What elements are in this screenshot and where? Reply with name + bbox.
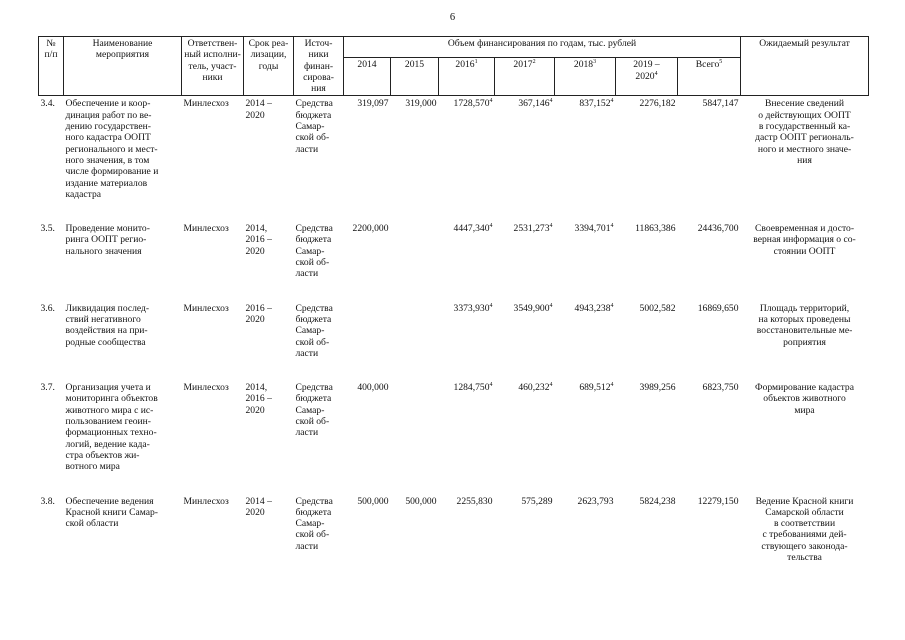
row-total: 24436,700	[697, 223, 739, 235]
header-term: Срок реа- лизации, годы	[244, 37, 294, 96]
row-value-2016: 1284,750$^4$	[453, 381, 493, 394]
table-row	[39, 378, 869, 491]
row-responsible: Минлесхоз	[183, 302, 229, 314]
row-value-2016: 4447,340$^4$	[453, 222, 493, 235]
header-funding-group: Объем финансирования по годам, тыс. рублей	[344, 37, 741, 58]
table-row	[39, 492, 869, 583]
header-year-2015: 2015	[391, 58, 439, 96]
table-row	[39, 299, 869, 378]
row-value-2018: 837,152$^4$	[579, 98, 614, 110]
row-value-2016: 2255,830	[456, 495, 493, 507]
row-num: 3.5.	[40, 223, 55, 235]
row-source: Средства бюджета Самар- ской об- ласти	[295, 302, 333, 359]
row-value-2014	[344, 299, 391, 378]
row-value-2017: 367,146$^4$	[518, 98, 553, 110]
row-value-2015: 500,000	[405, 495, 437, 507]
header-year-2016: 2016$^1$	[439, 58, 495, 96]
row-responsible: Минлесхоз	[183, 382, 229, 394]
row-value-2018: 2623,793	[577, 495, 614, 507]
row-value-2019-2020: 3989,256	[639, 382, 676, 394]
row-result: Формирование кадастра объектов животного мира	[755, 382, 854, 416]
header-result: Ожидаемый результат	[741, 37, 869, 96]
row-source: Средства бюджета Самар- ской об- ласти	[295, 382, 333, 439]
header-year-2014: 2014	[344, 58, 391, 96]
header-source: Источ- ники финан- сирова- ния	[294, 37, 344, 96]
row-value-2018: 3394,701$^4$	[574, 222, 614, 235]
row-num: 3.7.	[40, 382, 55, 394]
row-result: Ведение Красной книги Самарской области в соответствии с требованиями дей- ствующего законода- тельства	[755, 495, 854, 563]
row-total: 16869,650	[697, 302, 739, 314]
row-value-2018: 689,512$^4$	[579, 381, 614, 394]
row-term: 2014, 2016 – 2020	[245, 382, 272, 416]
row-value-2019-2020: 11863,386	[635, 223, 676, 235]
row-num: 3.4.	[40, 98, 55, 110]
row-value-2015	[391, 219, 439, 298]
row-value-2019-2020: 5824,238	[639, 495, 676, 507]
row-name: Ликвидация послед- ствий негативного воздействия на при- родные сообщества	[65, 302, 150, 348]
header-responsible: Ответствен- ный исполни- тель, участ- ники	[182, 37, 244, 96]
row-value-2014: 500,000	[357, 495, 389, 507]
row-source: Средства бюджета Самар- ской об- ласти	[295, 495, 333, 552]
row-term: 2014 – 2020	[245, 495, 272, 518]
header-year-2019-2020: 2019 – 2020$^4$	[616, 58, 678, 96]
row-source: Средства бюджета Самар- ской об- ласти	[295, 98, 333, 155]
row-result: Внесение сведений о действующих ООПТ в государственный ка- дастр ООПТ региональ- ного и местного значе- ния	[755, 98, 854, 166]
row-value-2017: 460,232$^4$	[518, 381, 553, 394]
row-value-2017: 2531,273$^4$	[513, 222, 553, 235]
row-responsible: Минлесхоз	[183, 98, 229, 110]
row-source: Средства бюджета Самар- ской об- ласти	[295, 223, 333, 280]
table-row	[39, 96, 869, 219]
row-term: 2014 – 2020	[245, 98, 272, 121]
row-value-2016: 3373,930$^4$	[453, 302, 493, 314]
row-name: Проведение монито- ринга ООПТ регио- нального значения	[65, 223, 150, 257]
row-num: 3.6.	[40, 302, 55, 314]
row-name: Обеспечение ведения Красной книги Самар- ской области	[65, 495, 158, 530]
header-num: № п/п	[39, 37, 64, 96]
row-term: 2016 – 2020	[245, 302, 272, 325]
row-value-2014: 2200,000	[352, 223, 389, 235]
row-result: Площадь территорий, на которых проведены восстановительные ме- роприятия	[756, 302, 853, 348]
row-value-2015	[391, 299, 439, 378]
page-number: 6	[449, 12, 456, 23]
row-value-2015: 319,000	[405, 98, 437, 110]
funding-table	[38, 36, 869, 582]
row-total: 5847,147	[702, 98, 739, 110]
row-value-2019-2020: 5002,582	[639, 302, 676, 314]
row-value-2019-2020: 2276,182	[639, 98, 676, 110]
header-year-2017: 2017$^2$	[495, 58, 555, 96]
row-name: Организация учета и мониторинга объектов животного мира с ис- пользованием геоин- формационных техно- логий, ведение када- стра объектов жи- вотного мира	[65, 382, 158, 473]
row-term: 2014, 2016 – 2020	[245, 223, 272, 257]
row-value-2014: 319,097	[357, 98, 389, 110]
row-total: 6823,750	[702, 382, 739, 394]
row-responsible: Минлесхоз	[183, 223, 229, 235]
header-name: Наименование мероприятия	[64, 37, 182, 96]
row-total: 12279,150	[697, 495, 739, 507]
row-name: Обеспечение и коор- динация работ по ве- дению государствен- ного кадастра ООПТ регионального и мест- ного значения, в том числе формирование и издание материалов кадастра	[65, 98, 159, 200]
row-value-2014: 400,000	[357, 382, 389, 394]
row-num: 3.8.	[40, 495, 55, 507]
row-responsible: Минлесхоз	[183, 495, 229, 507]
row-value-2016: 1728,570$^4$	[453, 98, 493, 110]
row-value-2017: 3549,900$^4$	[513, 302, 553, 314]
row-value-2017: 575,289	[521, 495, 553, 507]
row-value-2018: 4943,238$^4$	[574, 302, 614, 314]
table-row	[39, 219, 869, 298]
row-value-2015	[391, 378, 439, 491]
row-result: Своевременная и досто- верная информация о со- стоянии ООПТ	[753, 223, 856, 257]
header-year-2018: 2018$^3$	[555, 58, 616, 96]
header-total: Всего$^5$	[678, 58, 741, 96]
